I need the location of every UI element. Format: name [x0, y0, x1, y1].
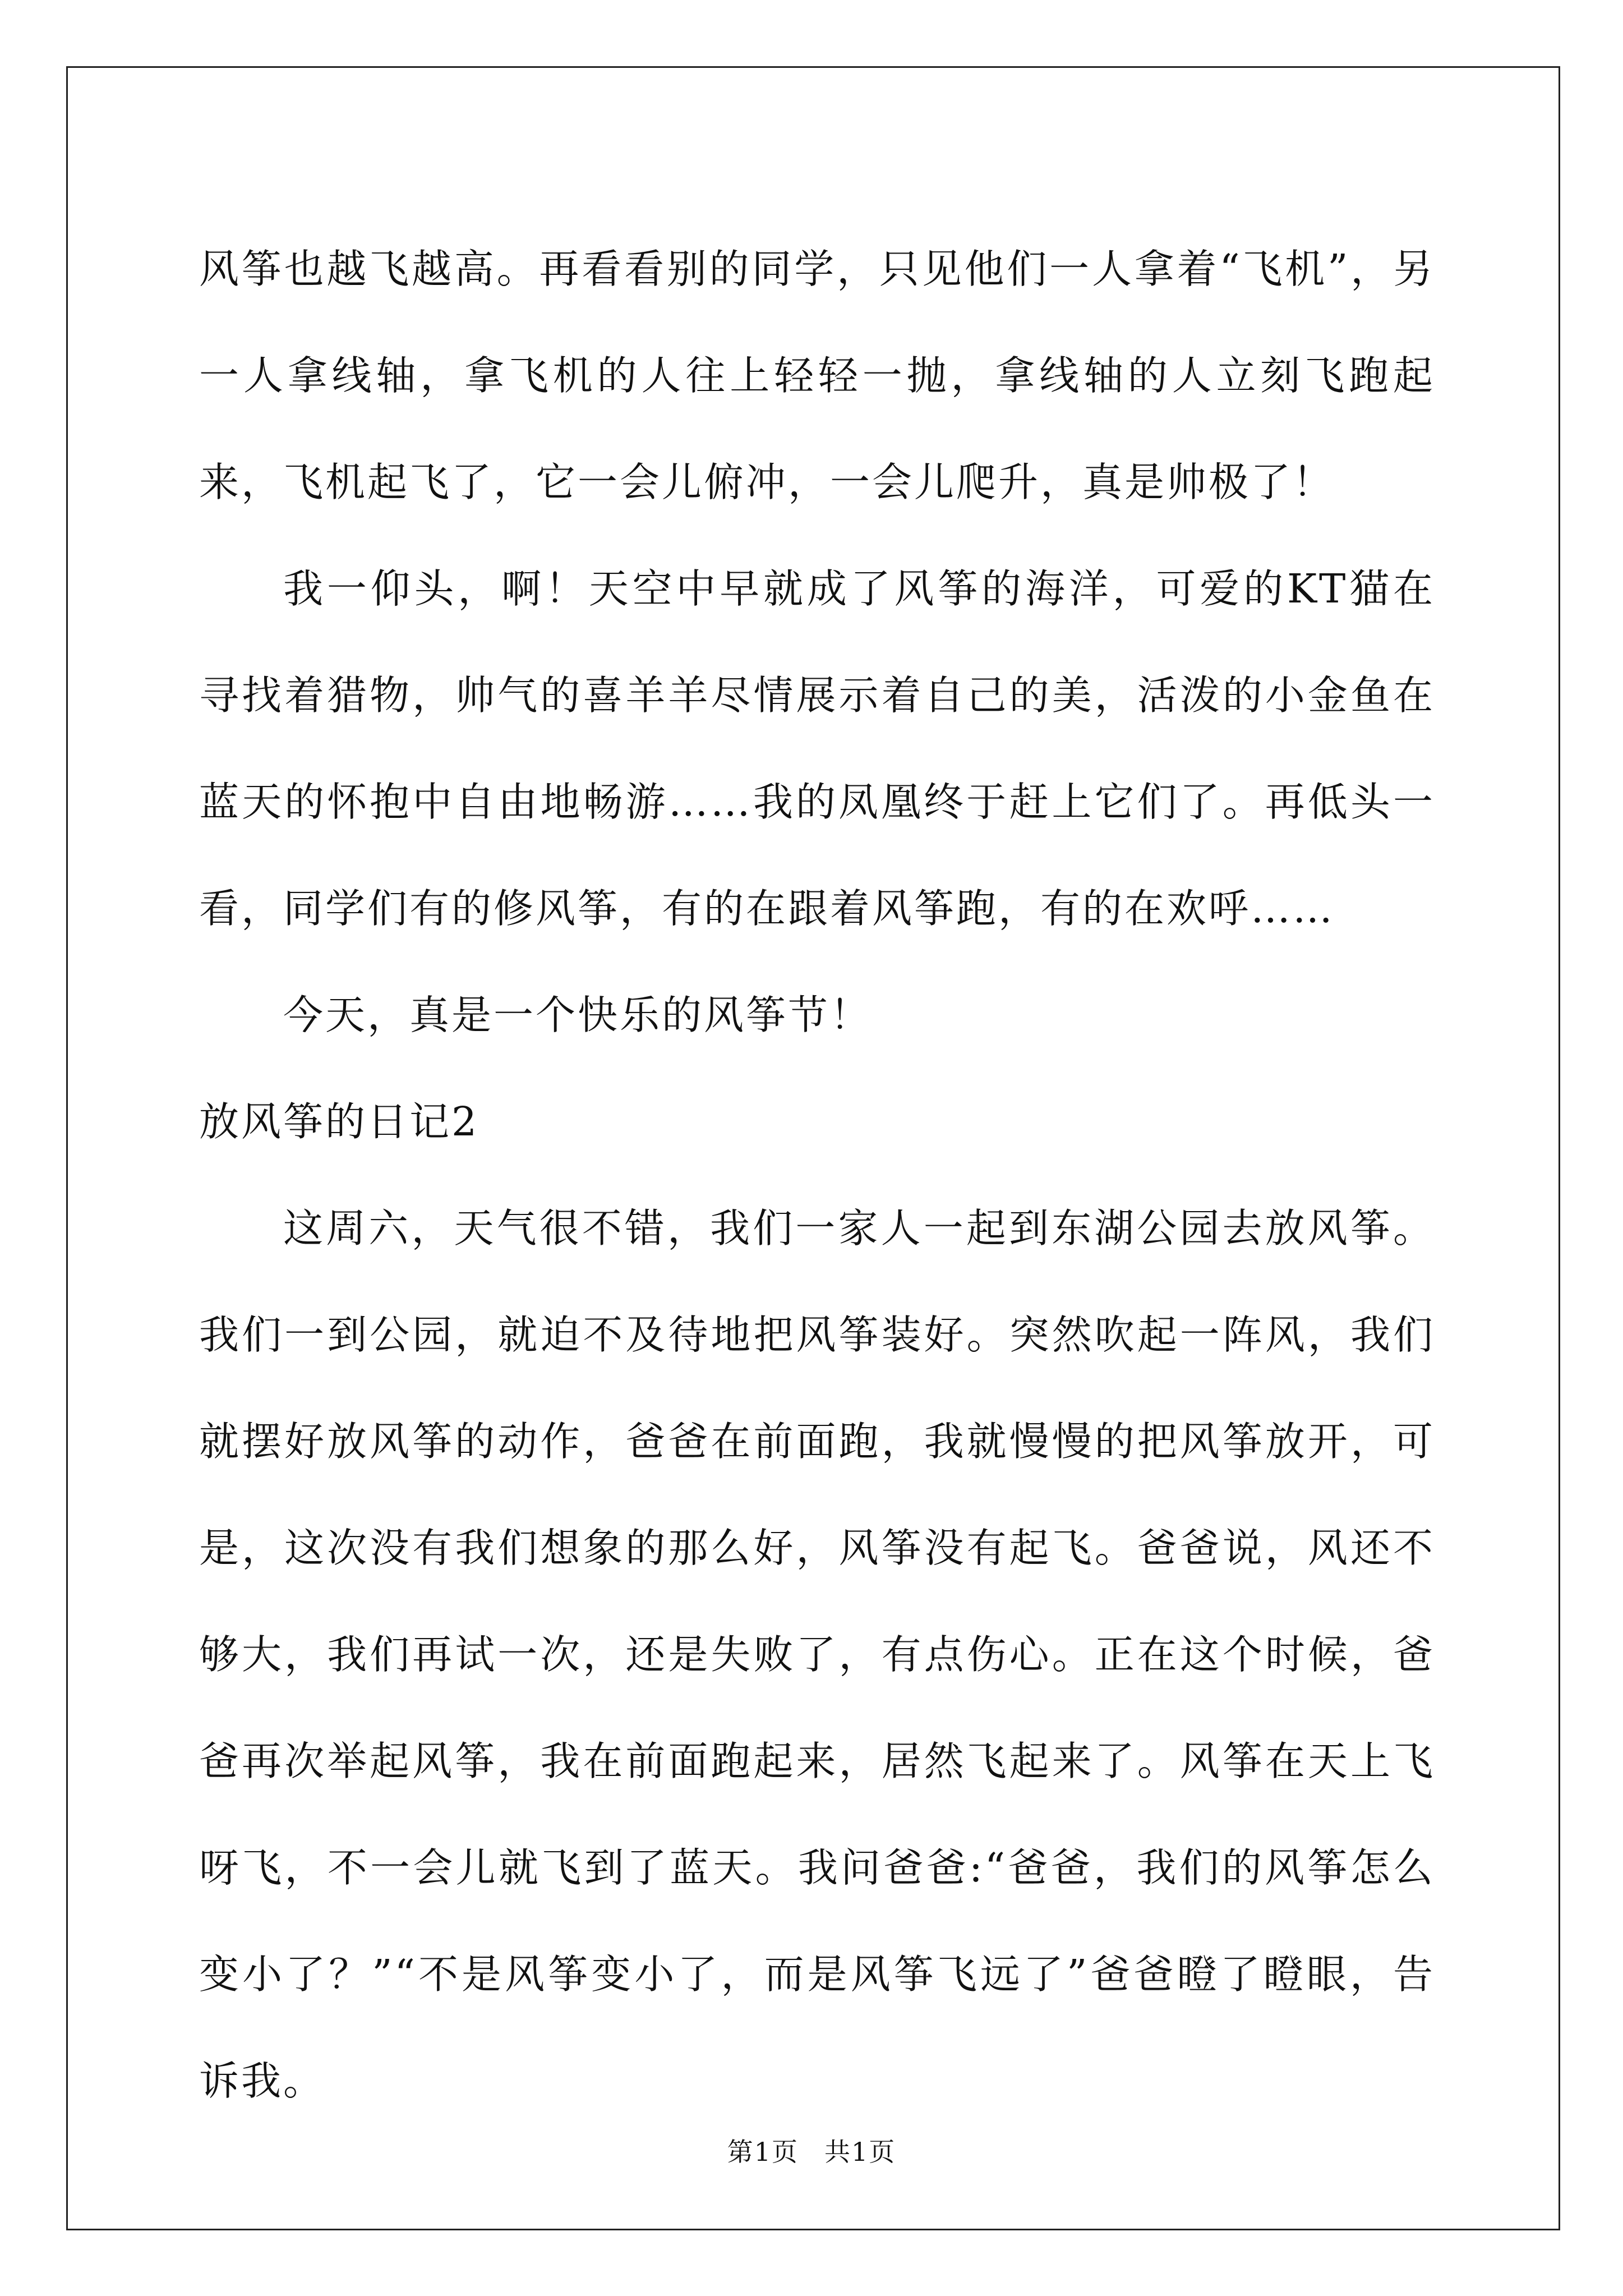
page-total: 共1页 — [824, 2137, 896, 2167]
document-body — [199, 216, 1435, 2134]
paragraph-kite-planes: 风筝也越飞越高。再看看别的同学，只见他们一人拿着“飞机”，另一人拿线轴，拿飞机的人往上轻轻一抛，拿线轴的人立刻飞跑起来，飞机起飞了，它一会儿俯冲，一会儿爬升，真是帅极了！ — [199, 246, 1435, 505]
page-number: 第1页 — [727, 2137, 799, 2167]
page-footer — [0, 2132, 1623, 2169]
diary-heading: 放风筝的日记2 — [199, 1098, 479, 1145]
paragraph-happy-festival: 今天，真是一个快乐的风筝节！ — [283, 992, 873, 1038]
paragraph-kite-ocean: 我一仰头，啊！天空中早就成了风筝的海洋，可爱的KT猫在寻找着猎物，帅气的喜羊羊尽情展示着自己的美，活泼的小金鱼在蓝天的怀抱中自由地畅游……我的凤凰终于赶上它们了。再低头一看，同学们有的修风筝，有的在跟着风筝跑，有的在欢呼…… — [199, 565, 1435, 932]
paragraph-saturday-kite: 这周六，天气很不错，我们一家人一起到东湖公园去放风筝。我们一到公园，就迫不及待地把风筝装好。突然吹起一阵风，我们就摆好放风筝的动作，爸爸在前面跑，我就慢慢的把风筝放开，可是，这次没有我们想象的那么好，风筝没有起飞。爸爸说，风还不够大，我们再试一次，还是失败了，有点伤心。正在这个时候，爸爸再次举起风筝，我在前面跑起来，居然飞起来了。风筝在天上飞呀飞，不一会儿就飞到了蓝天。我问爸爸:“爸爸，我们的风筝怎么变小了？”“不是风筝变小了，而是风筝飞远了”爸爸瞪了瞪眼，告诉我。 — [199, 1205, 1435, 2104]
